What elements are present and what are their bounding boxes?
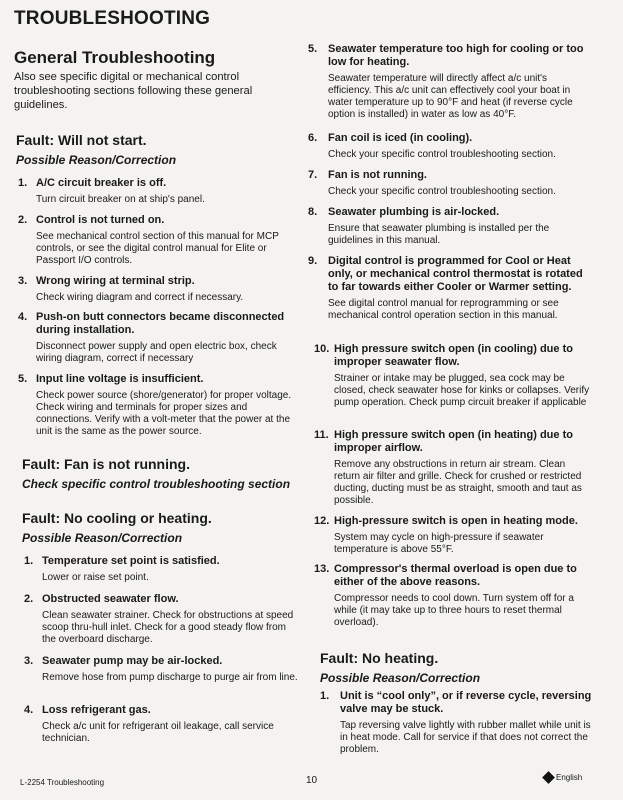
item-heading: High pressure switch open (in cooling) due to improper seawater flow. bbox=[334, 343, 573, 368]
list-item bbox=[308, 43, 586, 121]
item-body: Compressor needs to cool down. Turn system off for a while (it may take up to three hours to reset thermal overload). bbox=[334, 593, 574, 628]
page-title: TROUBLESHOOTING bbox=[14, 8, 211, 29]
item-body: Strainer or intake may be plugged, sea cock may be closed, check seawater hose for kinks or collapses. Verify pump operation. Check pump circuit breaker if applicable bbox=[334, 373, 590, 408]
list-item bbox=[308, 206, 586, 247]
item-number: 2. bbox=[24, 593, 34, 605]
item-body: Check your specific control troubleshooting section. bbox=[328, 149, 556, 160]
item-number: 6. bbox=[308, 132, 318, 144]
reason-subheading: Possible Reason/Correction bbox=[22, 531, 183, 545]
item-number: 1. bbox=[320, 690, 330, 702]
item-heading: Fan is not running. bbox=[328, 169, 427, 181]
list-item bbox=[24, 704, 300, 745]
item-number: 3. bbox=[24, 655, 34, 667]
item-body: Check wiring diagram and correct if necessary. bbox=[36, 292, 244, 303]
list-item bbox=[18, 214, 294, 267]
list-item bbox=[320, 690, 598, 756]
item-heading: A/C circuit breaker is off. bbox=[36, 177, 167, 189]
footer-language bbox=[544, 773, 582, 782]
item-heading: Loss refrigerant gas. bbox=[42, 704, 151, 716]
item-heading: Unit is “cool only”, or if reverse cycle, reversing valve may be stuck. bbox=[340, 690, 592, 715]
item-body: Turn circuit breaker on at ship's panel. bbox=[36, 194, 205, 205]
item-body: Remove hose from pump discharge to purge air from line. bbox=[42, 672, 298, 683]
fault-wont-start-heading: Fault: Will not start. bbox=[16, 132, 147, 148]
item-heading: Wrong wiring at terminal strip. bbox=[36, 275, 195, 287]
item-number: 13. bbox=[314, 563, 330, 575]
item-heading: Input line voltage is insufficient. bbox=[36, 373, 204, 385]
item-body: Tap reversing valve lightly with rubber mallet while unit is in heat mode. Call for service if that does not correct the problem. bbox=[340, 720, 591, 755]
list-item bbox=[18, 275, 294, 304]
item-heading: Seawater pump may be air-locked. bbox=[42, 655, 223, 667]
item-body: See mechanical control section of this manual for MCP controls, or see the digital control manual for Elite or Passport I/O controls. bbox=[36, 231, 279, 266]
list-item bbox=[18, 373, 294, 438]
item-number: 4. bbox=[24, 704, 34, 716]
diamond-icon bbox=[542, 771, 555, 784]
list-item bbox=[18, 177, 294, 206]
fault-no-cooling-heading: Fault: No cooling or heating. bbox=[22, 510, 212, 526]
item-heading: Push-on butt connectors became disconnected during installation. bbox=[36, 311, 285, 336]
item-body: Remove any obstructions in return air stream. Clean return air filter and grille. Check for crushed or restricted ducting, ducting must be as straight, smooth and taut as possible. bbox=[334, 459, 582, 506]
list-item bbox=[308, 169, 586, 198]
item-heading: Digital control is programmed for Cool or Heat only, or mechanical control thermostat is rotated to far towards either Cooler or Warmer setting. bbox=[328, 255, 583, 293]
list-item bbox=[314, 563, 592, 629]
item-body: Clean seawater strainer. Check for obstructions at speed scoop thru-hull inlet. Check for a good steady flow from the overboard discharge. bbox=[42, 610, 294, 645]
item-heading: High-pressure switch is open in heating mode. bbox=[334, 515, 578, 527]
list-item bbox=[24, 593, 300, 646]
item-body: Lower or raise set point. bbox=[42, 572, 149, 583]
item-heading: Obstructed seawater flow. bbox=[42, 593, 179, 605]
reason-subheading: Possible Reason/Correction bbox=[16, 153, 177, 167]
item-body: Check a/c unit for refrigerant oil leakage, call service technician. bbox=[42, 721, 274, 744]
language-label: English bbox=[556, 773, 583, 782]
item-number: 1. bbox=[24, 555, 34, 567]
item-heading: Seawater temperature too high for cooling or too low for heating. bbox=[328, 43, 584, 68]
footer-doc-id: L-2254 Troubleshooting bbox=[20, 778, 105, 787]
list-item bbox=[308, 132, 586, 161]
item-heading: Temperature set point is satisfied. bbox=[42, 555, 220, 567]
item-number: 9. bbox=[308, 255, 318, 267]
item-number: 11. bbox=[314, 429, 329, 441]
fault-fan-heading: Fault: Fan is not running. bbox=[22, 456, 190, 472]
list-item bbox=[24, 555, 300, 584]
item-number: 5. bbox=[308, 43, 318, 55]
item-number: 5. bbox=[18, 373, 28, 385]
item-heading: High pressure switch open (in heating) due to improper airflow. bbox=[334, 429, 573, 454]
item-heading: Control is not turned on. bbox=[36, 214, 165, 226]
item-number: 7. bbox=[308, 169, 318, 181]
item-number: 3. bbox=[18, 275, 28, 287]
item-number: 4. bbox=[18, 311, 28, 323]
item-heading: Fan coil is iced (in cooling). bbox=[328, 132, 473, 144]
list-item bbox=[314, 515, 592, 556]
item-body: System may cycle on high-pressure if seawater temperature is above 55°F. bbox=[334, 532, 544, 555]
list-item bbox=[314, 343, 592, 409]
item-body: Seawater temperature will directly affect a/c unit's efficiency. This a/c unit can effectively cool your boat in water temperature up to 90°F and heat (if reverse cycle option is installed) in water as low as 40°F. bbox=[328, 73, 573, 120]
item-heading: Compressor's thermal overload is open due to either of the above reasons. bbox=[334, 563, 577, 588]
item-number: 12. bbox=[314, 515, 330, 527]
list-item bbox=[314, 429, 592, 507]
fan-subheading: Check specific control troubleshooting section bbox=[22, 477, 291, 491]
list-item bbox=[18, 311, 294, 365]
list-item bbox=[24, 655, 300, 684]
list-item bbox=[308, 255, 586, 322]
item-body: Check power source (shore/generator) for proper voltage. Check wiring and terminals for proper sizes and connections. Verify with a volt-meter that the power at the unit is the same as the power source. bbox=[36, 390, 292, 437]
reason-subheading: Possible Reason/Correction bbox=[320, 671, 481, 685]
general-heading: General Troubleshooting bbox=[14, 48, 216, 67]
fault-no-heating-heading: Fault: No heating. bbox=[320, 650, 439, 666]
item-number: 1. bbox=[18, 177, 28, 189]
general-text: Also see specific digital or mechanical control troubleshooting sections following these general guidelines. bbox=[14, 71, 253, 111]
item-body: Check your specific control troubleshooting section. bbox=[328, 186, 556, 197]
page-number: 10 bbox=[306, 775, 318, 786]
item-number: 8. bbox=[308, 206, 318, 218]
item-number: 10. bbox=[314, 343, 330, 355]
item-body: Disconnect power supply and open electric box, check wiring diagram, correct if necessary bbox=[36, 341, 277, 364]
item-heading: Seawater plumbing is air-locked. bbox=[328, 206, 500, 218]
item-body: Ensure that seawater plumbing is installed per the guidelines in this manual. bbox=[328, 223, 550, 246]
item-body: See digital control manual for reprogramming or see mechanical control operation section in this manual. bbox=[328, 298, 559, 321]
item-number: 2. bbox=[18, 214, 28, 226]
